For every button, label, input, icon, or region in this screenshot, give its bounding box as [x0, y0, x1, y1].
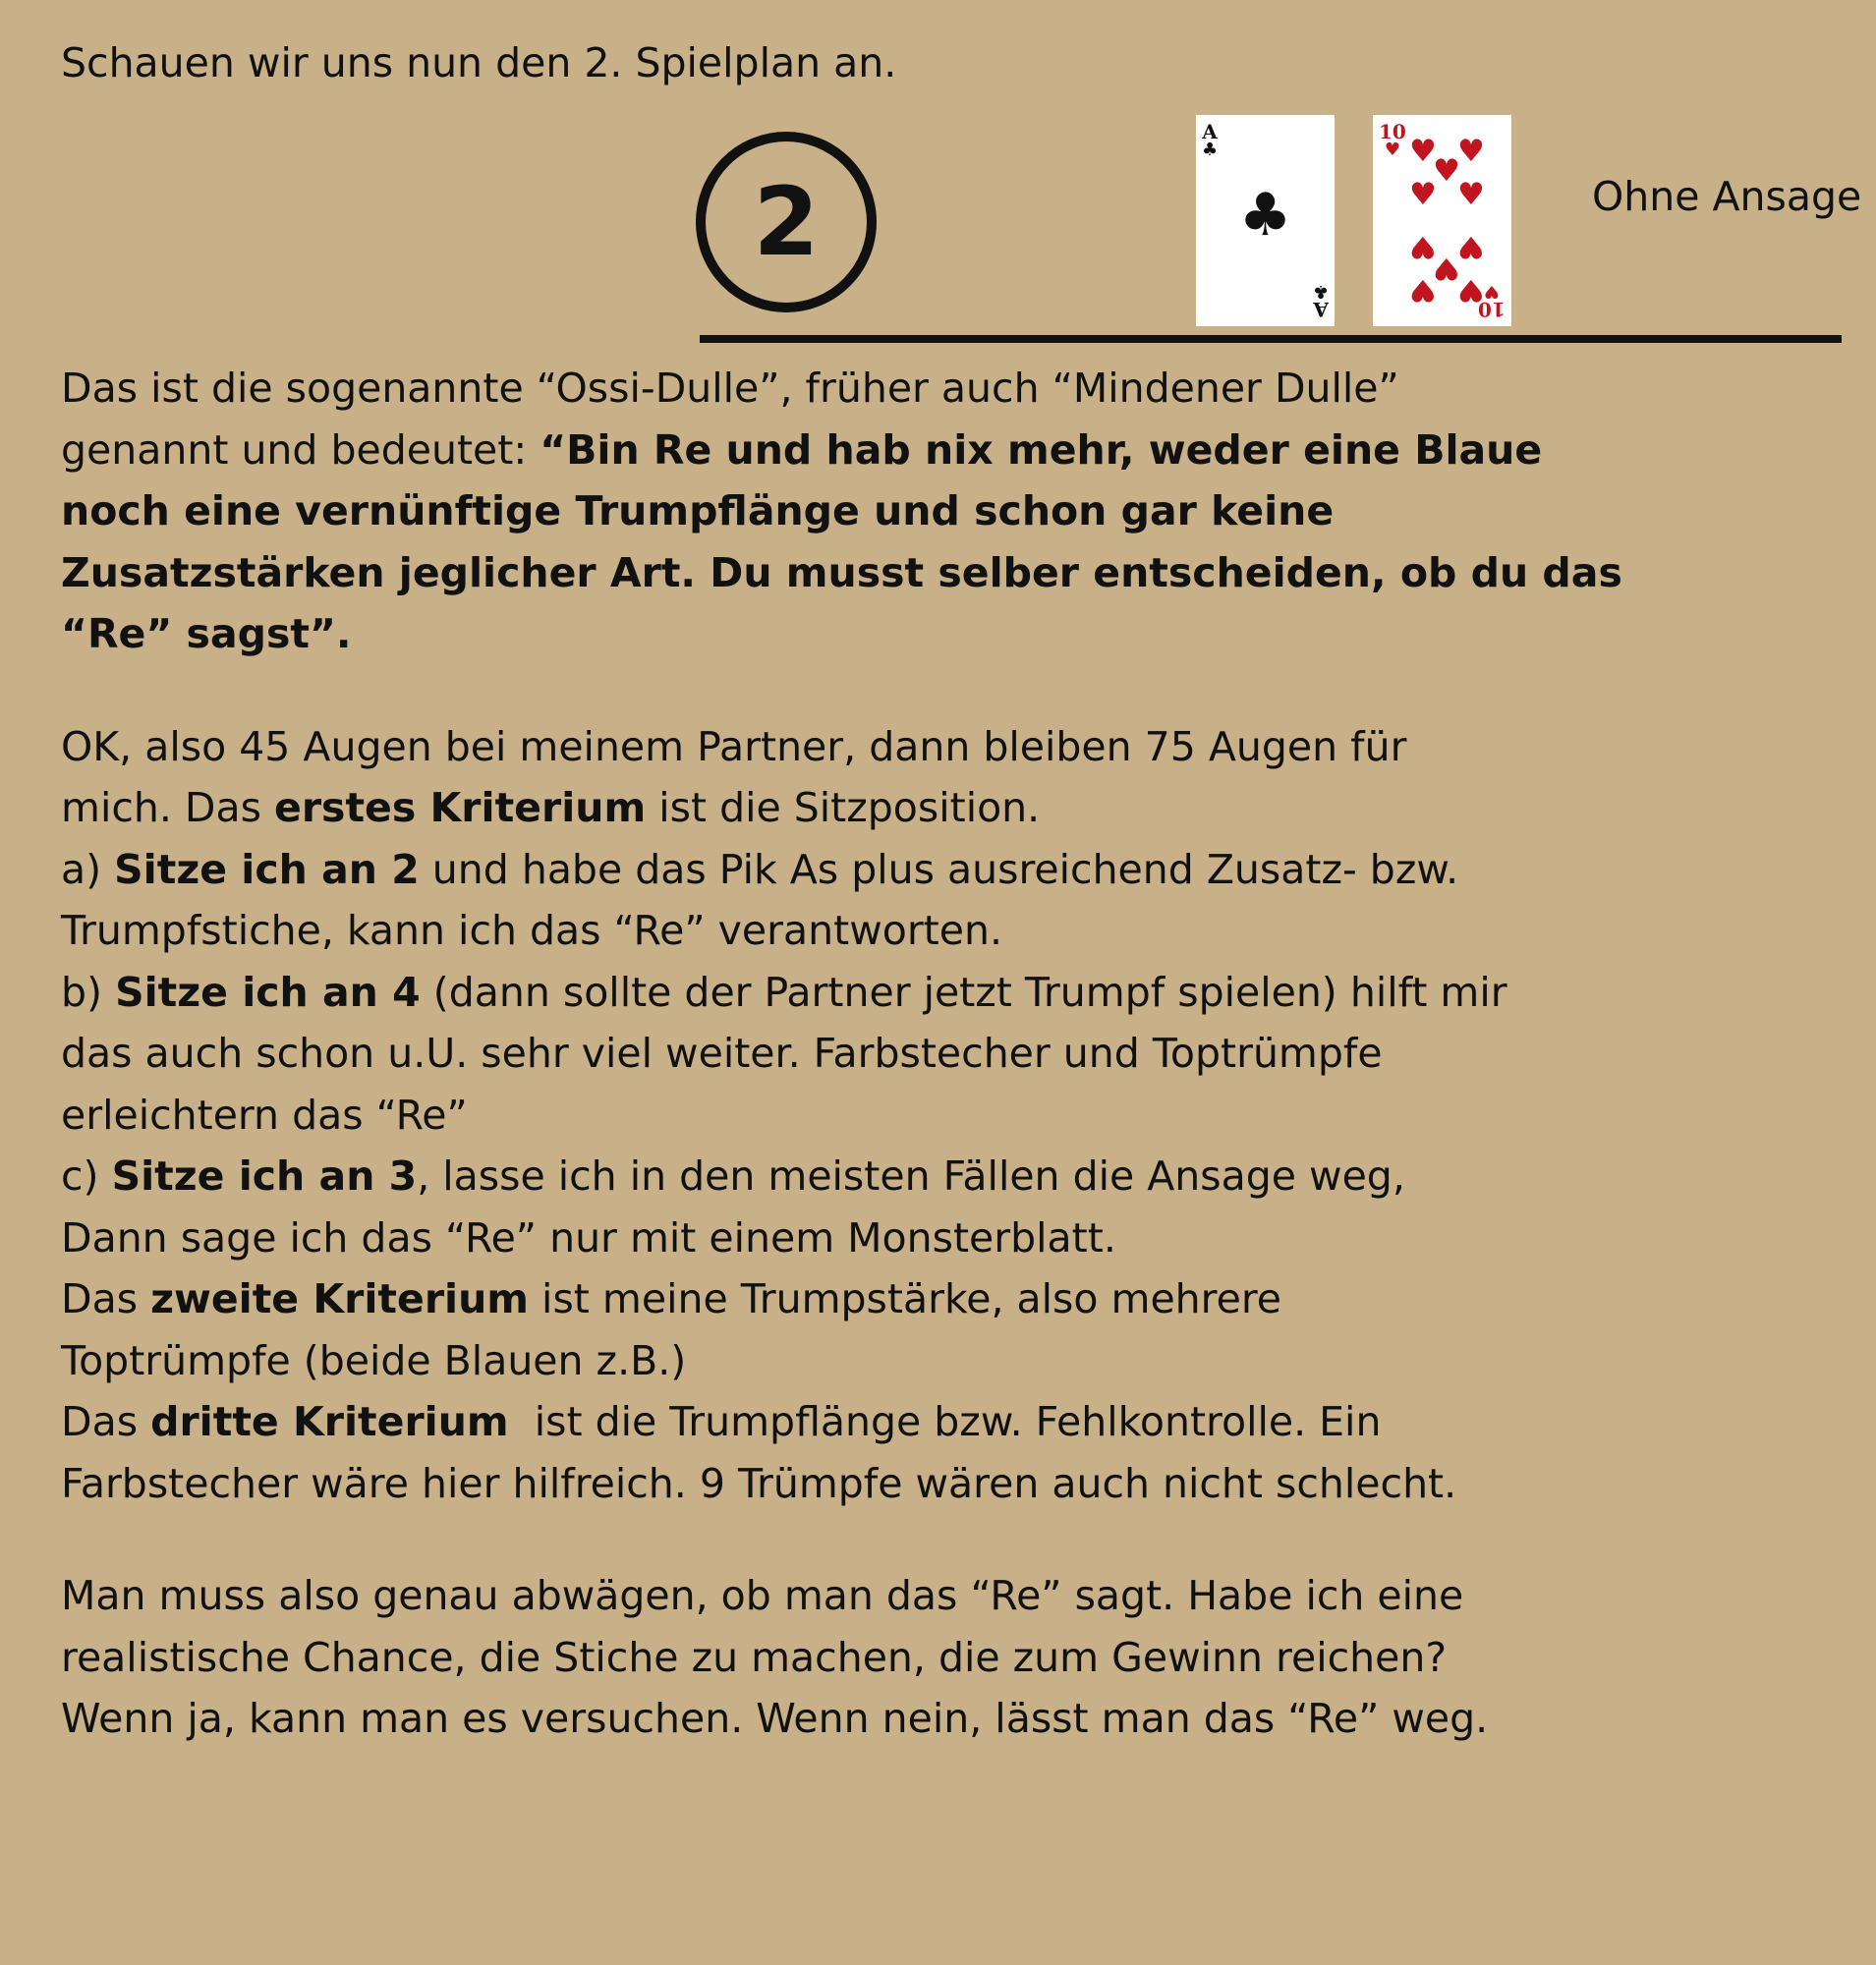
heart-icon: ♥: [1457, 272, 1485, 308]
divider-line: [700, 335, 1842, 343]
bold-text: Sitze ich an 4: [115, 968, 421, 1016]
text-run: mich. Das: [61, 784, 275, 831]
text-line: OK, also 45 Augen bei meinem Partner, dann bleiben 75 Augen für: [61, 722, 1407, 770]
ten-of-hearts-card: [1373, 115, 1511, 326]
text-line: Farbstecher wäre hier hilfreich. 9 Trümpfe wären auch nicht schlecht.: [61, 1459, 1457, 1507]
heart-icon: ♥: [1409, 272, 1437, 308]
heart-icon: ♥: [1457, 229, 1485, 264]
paragraph-criteria: [61, 716, 1633, 1515]
text-line: Man muss also genau abwägen, ob man das “Re” sagt. Habe ich eine: [61, 1572, 1464, 1619]
paragraph-explanation: [61, 358, 1633, 665]
card-rank: A: [1313, 298, 1329, 321]
card-rank: 10: [1379, 120, 1406, 143]
text-run: ist meine Trumpstärke, also mehrere: [529, 1275, 1282, 1322]
bold-text: Sitze ich an 2: [114, 845, 420, 893]
card-rank: A: [1202, 120, 1218, 143]
bold-text: noch eine vernünftige Trumpflänge und schon gar keine: [61, 487, 1335, 534]
text-line: realistische Chance, die Stiche zu machen, die zum Gewinn reichen?: [61, 1633, 1448, 1681]
text-line: Dann sage ich das “Re” nur mit einem Monsterblatt.: [61, 1213, 1116, 1262]
text-line: Das ist die sogenannte “Ossi-Dulle”, früher auch “Mindener Dulle”: [61, 365, 1399, 412]
text-line: Toptrümpfe (beide Blauen z.B.): [61, 1336, 687, 1384]
announcement-label: Ohne Ansage: [1592, 173, 1862, 220]
heart-icon: ♥: [1409, 134, 1437, 169]
bold-text: Sitze ich an 3: [111, 1152, 418, 1200]
text-run: Das: [61, 1275, 151, 1322]
text-line: [61, 839, 1633, 901]
text-run: genannt und bedeutet:: [61, 425, 540, 474]
club-icon: ♣: [1202, 140, 1219, 160]
text-line: [61, 1391, 1633, 1453]
paragraph-gap: [61, 665, 1633, 716]
text-line: [61, 542, 1633, 604]
card-rank: 10: [1478, 298, 1506, 321]
heart-icon: ♥: [1433, 153, 1460, 189]
card-corner-bottom: [1478, 282, 1506, 319]
text-line: [61, 603, 1633, 665]
text-run: (dann sollte der Partner jetzt Trumpf spielen) hilft mir: [420, 968, 1507, 1016]
text-line: Wenn ja, kann man es versuchen. Wenn nein, lässt man das “Re” weg.: [61, 1695, 1489, 1742]
heart-icon: ♥: [1484, 281, 1501, 302]
text-line: [61, 420, 1633, 481]
paragraph-conclusion: [61, 1565, 1633, 1750]
text-run: ist die Trumpflänge bzw. Fehlkontrolle. Ein: [508, 1398, 1382, 1445]
game-plan-number: [696, 132, 877, 312]
article-body: [61, 358, 1633, 1750]
text-run: Das: [61, 1398, 151, 1445]
bold-text: dritte Kriterium: [150, 1398, 509, 1445]
text-run: ist die Sitzposition.: [646, 784, 1041, 831]
heart-icon: ♥: [1457, 134, 1485, 169]
heart-icon: ♥: [1457, 177, 1485, 212]
heart-icon: ♥: [1409, 177, 1437, 212]
card-corner-top: [1379, 122, 1406, 159]
text-run: c): [61, 1152, 112, 1200]
paragraph-gap: [61, 1514, 1633, 1565]
text-line: Trumpfstiche, kann ich das “Re” verantworten.: [61, 907, 1002, 954]
text-run: b): [61, 968, 116, 1016]
ace-of-clubs-card: [1196, 115, 1335, 326]
card-corner-bottom: [1313, 282, 1329, 319]
text-line: das auch schon u.U. sehr viel weiter. Farbstecher und Toptrümpfe: [61, 1030, 1383, 1077]
bold-text: erstes Kriterium: [274, 784, 647, 831]
text-line: [61, 962, 1633, 1024]
text-run: und habe das Pik As plus ausreichend Zusatz- bzw.: [419, 845, 1459, 893]
text-line: [61, 1268, 1633, 1330]
club-icon: ♣: [1238, 181, 1292, 250]
card-corner-top: [1202, 122, 1218, 159]
text-line: [61, 1146, 1633, 1207]
game-plan-number-label: 2: [753, 167, 820, 277]
intro-text: Schauen wir uns nun den 2. Spielplan an.: [61, 39, 897, 86]
bold-text: “Bin Re und hab nix mehr, weder eine Blaue: [540, 425, 1543, 474]
text-line: [61, 480, 1633, 542]
club-icon: ♣: [1312, 281, 1329, 302]
text-run: , lasse ich in den meisten Fällen die Ansage weg,: [417, 1152, 1405, 1200]
bold-text: Zusatzstärken jeglicher Art. Du musst selber entscheiden, ob du das: [61, 548, 1622, 596]
text-run: a): [61, 845, 115, 893]
text-line: erleichtern das “Re”: [61, 1091, 468, 1139]
heart-icon: ♥: [1384, 140, 1400, 160]
bold-text: “Re” sagst”.: [61, 610, 352, 657]
bold-text: zweite Kriterium: [150, 1275, 530, 1322]
heart-icon: ♥: [1409, 229, 1437, 264]
heart-icon: ♥: [1433, 251, 1460, 286]
text-line: [61, 777, 1633, 839]
